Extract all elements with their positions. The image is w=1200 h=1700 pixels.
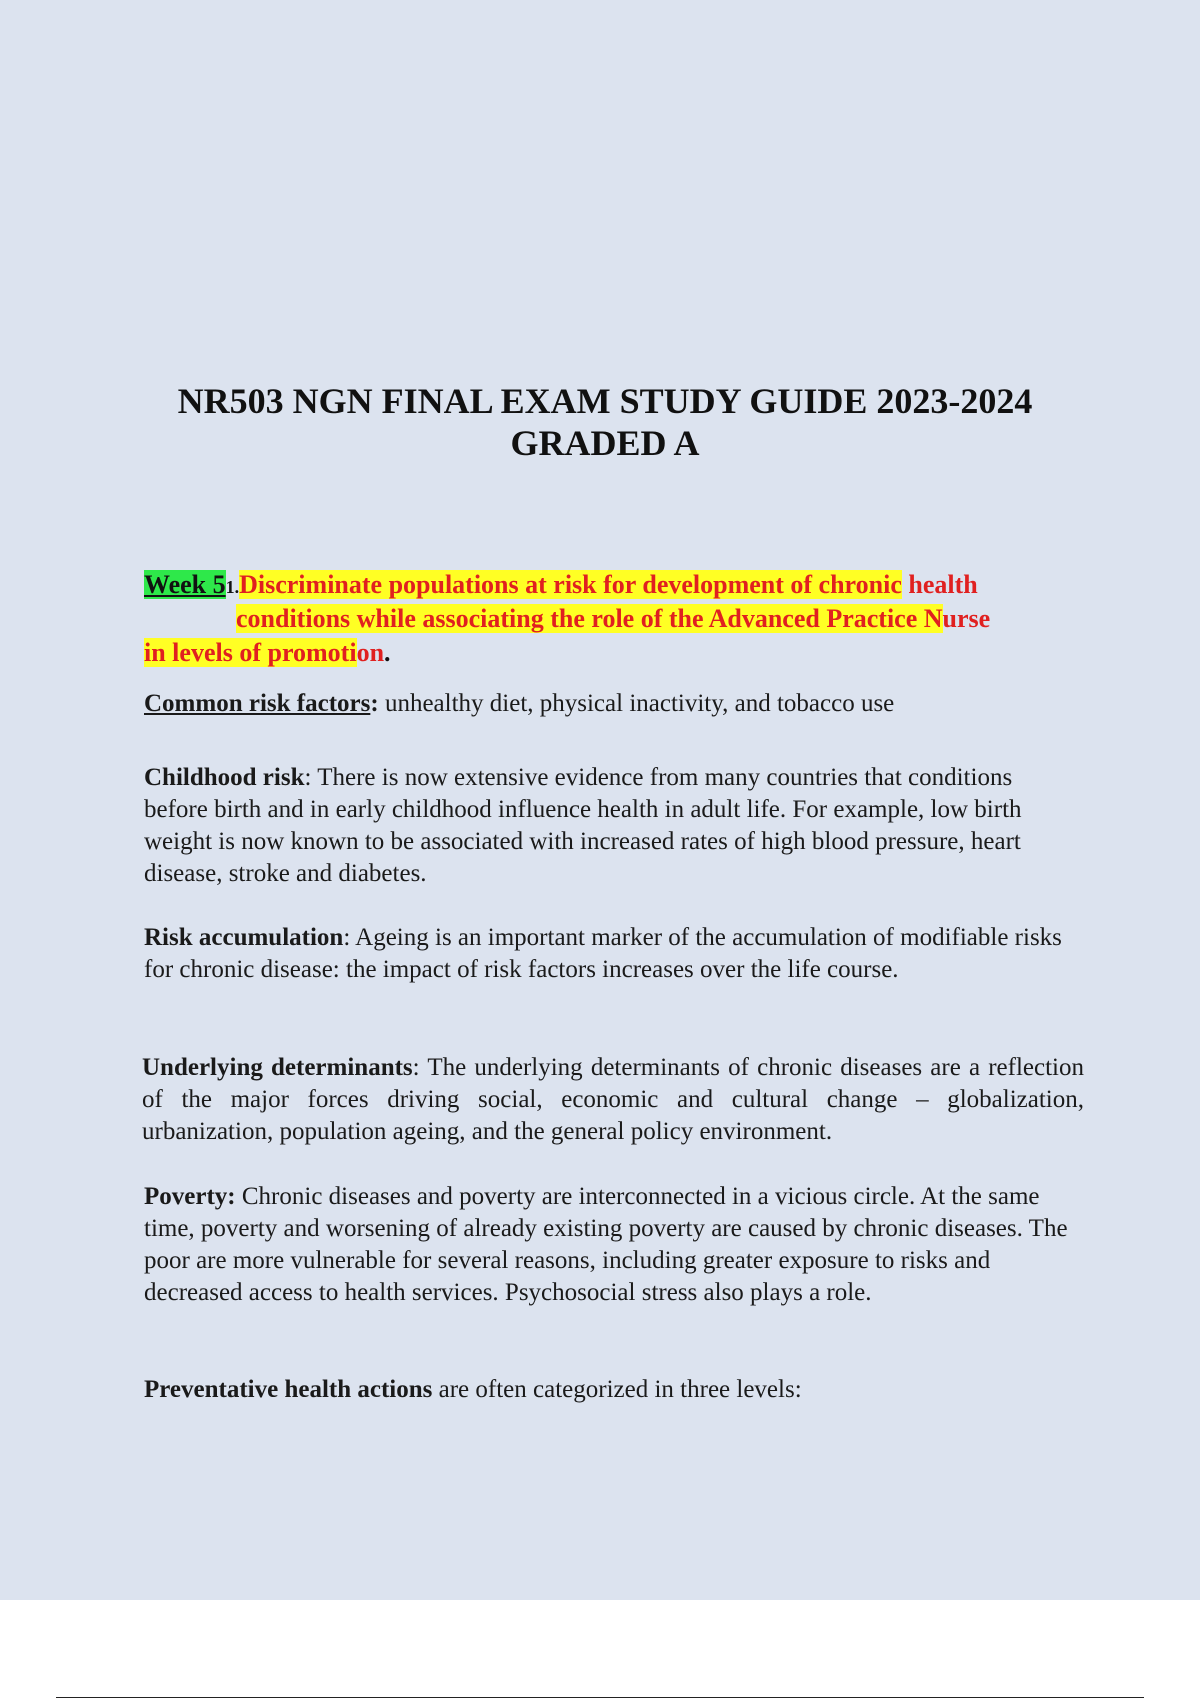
objective-text: on <box>356 638 385 667</box>
learning-objective <box>144 568 1094 670</box>
preventative-health-text: are often categorized in three levels: <box>432 1376 802 1403</box>
objective-period: . <box>384 638 391 667</box>
footer-divider <box>56 1697 1144 1698</box>
common-risk-factors-colon: : <box>370 690 379 717</box>
underlying-determinants-paragraph <box>142 1052 1084 1148</box>
risk-accumulation-label: Risk accumulation <box>144 924 344 951</box>
objective-text-highlighted: conditions while associating the role of the Advanced Practice N <box>236 604 943 633</box>
underlying-determinants-text: : The underlying determinants of chronic diseases are a reflection of the major forces driving social, economic and cultural change – globalization, urbanization, population ageing, and the general policy environment. <box>142 1054 1085 1145</box>
objective-line-1 <box>144 568 978 604</box>
document-title <box>0 380 1200 464</box>
childhood-risk-label: Childhood risk <box>144 764 305 791</box>
title-line-1: NR503 NGN FINAL EXAM STUDY GUIDE 2023-2024 <box>177 381 1033 421</box>
objective-number: 1. <box>225 577 240 597</box>
common-risk-factors-paragraph <box>144 688 1094 720</box>
objective-text: urse <box>942 604 991 633</box>
poverty-label: Poverty: <box>144 1183 236 1210</box>
objective-text-highlighted: Discriminate populations at risk for development of chronic <box>239 570 902 599</box>
preventative-health-paragraph <box>144 1374 1094 1406</box>
title-line-2: GRADED A <box>510 423 700 463</box>
underlying-determinants-label: Underlying determinants <box>142 1054 413 1081</box>
objective-text-highlighted: in levels of promoti <box>144 638 357 667</box>
childhood-risk-paragraph <box>144 762 1064 890</box>
document-body <box>142 568 1094 1403</box>
common-risk-factors-text: unhealthy diet, physical inactivity, and tobacco use <box>378 690 895 717</box>
risk-accumulation-paragraph <box>144 922 1064 986</box>
risk-accumulation-text: : Ageing is an important marker of the accumulation of modifiable risks for chronic disease: the impact of risk factors increases over the life course. <box>144 924 1062 983</box>
objective-line-3 <box>144 636 391 670</box>
objective-text: health <box>901 570 978 599</box>
common-risk-factors-label: Common risk factors <box>144 690 371 717</box>
poverty-paragraph <box>144 1181 1094 1309</box>
objective-line-2 <box>236 602 990 636</box>
preventative-health-label: Preventative health actions <box>144 1376 433 1403</box>
poverty-text: Chronic diseases and poverty are interconnected in a vicious circle. At the same time, poverty and worsening of already existing poverty are caused by chronic diseases. The poor are more vulnerable for several reasons, including greater exposure to risks and decreased access to health services. Psychosocial stress also plays a role. <box>144 1183 1068 1306</box>
childhood-risk-text: : There is now extensive evidence from many countries that conditions before birth and in early childhood influence health in adult life. For example, low birth weight is now known to be associated with increased rates of high blood pressure, heart disease, stroke and diabetes. <box>144 764 1022 887</box>
week-label: Week 5 <box>144 570 226 599</box>
